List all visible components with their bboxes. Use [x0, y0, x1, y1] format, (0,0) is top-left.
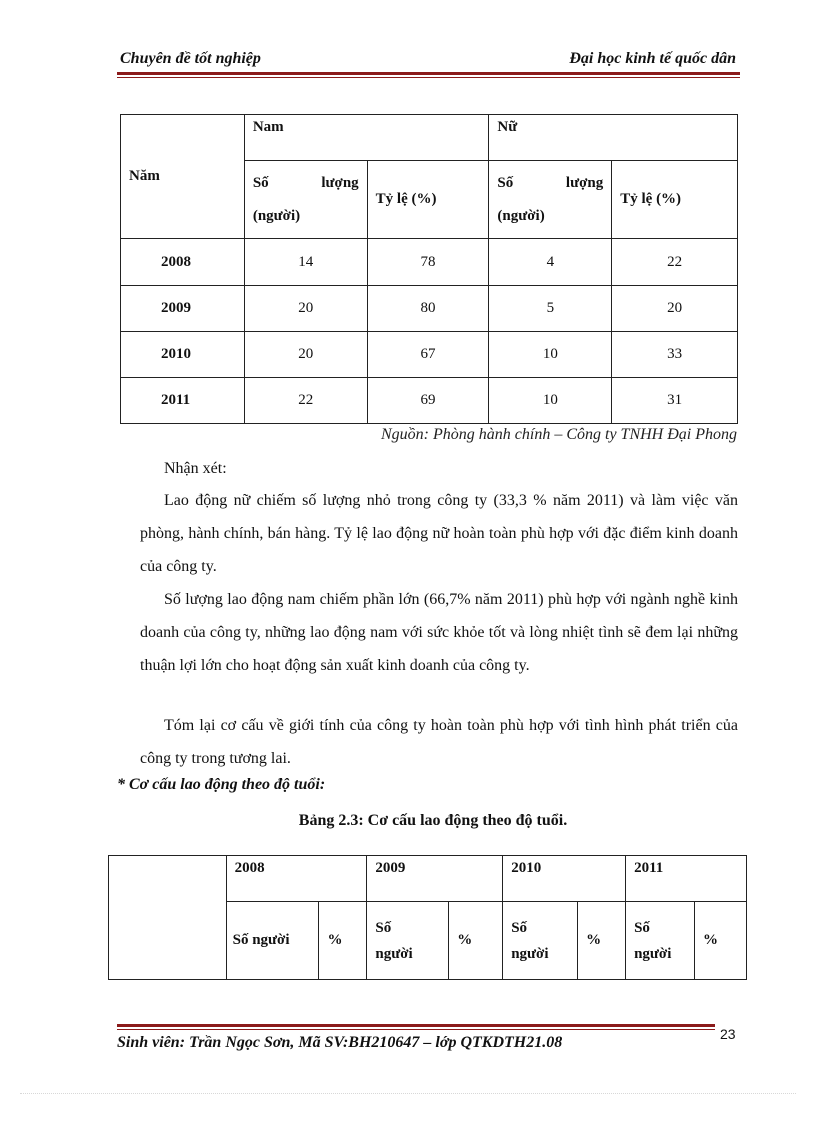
- page-number: 23: [720, 1026, 736, 1042]
- table-row: [121, 332, 738, 378]
- male-group-header: Nam: [244, 115, 489, 161]
- percent-header: %: [449, 902, 503, 980]
- header-left: Chuyên đề tốt nghiệp: [120, 50, 261, 67]
- page-edge-divider: [20, 1093, 796, 1094]
- percent-header: %: [695, 902, 747, 980]
- count-header: Số người: [226, 902, 319, 980]
- table-row: [121, 286, 738, 332]
- gender-table: [120, 114, 738, 424]
- year-header: 2010: [503, 856, 626, 902]
- female-count-cell: 10: [489, 378, 612, 424]
- paragraph-conclusion: Tóm lại cơ cấu về giới tính của công ty hoàn toàn phù hợp với tình hình phát triển của công ty trong tương lai.: [140, 717, 738, 767]
- footer-rule-thick: [117, 1024, 715, 1027]
- year-header: 2011: [626, 856, 747, 902]
- male-rate-cell: 80: [367, 286, 489, 332]
- female-rate-cell: 31: [612, 378, 738, 424]
- female-rate-cell: 20: [612, 286, 738, 332]
- female-count-cell: 10: [489, 332, 612, 378]
- female-rate-header: Tỷ lệ (%): [612, 161, 738, 239]
- table-row: [121, 378, 738, 424]
- section-heading: * Cơ cấu lao động theo độ tuổi:: [117, 776, 326, 793]
- age-label-header: [109, 856, 227, 980]
- percent-header: %: [319, 902, 367, 980]
- female-count-header: Số lượng (người): [489, 161, 612, 239]
- female-count-cell: 4: [489, 239, 612, 286]
- header-rule-thick: [117, 72, 740, 75]
- female-rate-cell: 33: [612, 332, 738, 378]
- table-row: [121, 239, 738, 286]
- male-rate-cell: 67: [367, 332, 489, 378]
- row-year: 2010: [121, 332, 245, 378]
- female-count-cell: 5: [489, 286, 612, 332]
- row-year: 2009: [121, 286, 245, 332]
- percent-header: %: [578, 902, 626, 980]
- male-count-cell: 22: [244, 378, 367, 424]
- male-rate-cell: 69: [367, 378, 489, 424]
- male-rate-cell: 78: [367, 239, 489, 286]
- female-group-header: Nữ: [489, 115, 738, 161]
- row-year: 2011: [121, 378, 245, 424]
- male-count-header: Số lượng (người): [244, 161, 367, 239]
- table-source: Nguồn: Phòng hành chính – Công ty TNHH Đại Phong: [381, 426, 737, 443]
- year-header: 2009: [367, 856, 503, 902]
- footer-text: Sinh viên: Trần Ngọc Sơn, Mã SV:BH210647 – lớp QTKDTH21.08: [117, 1034, 563, 1051]
- table-caption: Bảng 2.3: Cơ cấu lao động theo độ tuổi.: [298, 812, 568, 829]
- count-header: Số người: [367, 902, 449, 980]
- female-rate-cell: 22: [612, 239, 738, 286]
- paragraph-female: Lao động nữ chiếm số lượng nhỏ trong công ty (33,3 % năm 2011) và làm việc văn phòng, hành chính, bán hàng. Tỷ lệ lao động nữ hoàn toàn phù hợp với đặc điểm kinh doanh của công ty.: [140, 492, 738, 575]
- row-year: 2008: [121, 239, 245, 286]
- year-header: 2008: [226, 856, 367, 902]
- age-table: [108, 855, 747, 980]
- year-header: Năm: [121, 115, 245, 239]
- male-count-cell: 14: [244, 239, 367, 286]
- footer-rule-thin: [117, 1029, 715, 1030]
- header-right: Đại học kinh tế quốc dân: [569, 50, 736, 67]
- paragraph-male: Số lượng lao động nam chiếm phần lớn (66,7% năm 2011) phù hợp với ngành nghề kinh doanh của công ty, những lao động nam với sức khỏe tốt và lòng nhiệt tình sẽ đem lại những thuận lợi lớn cho hoạt động sản xuất kinh doanh của công ty.: [140, 591, 738, 674]
- male-count-cell: 20: [244, 286, 367, 332]
- male-rate-header: Tỷ lệ (%): [367, 161, 489, 239]
- paragraph-remark-label: Nhận xét:: [164, 460, 227, 477]
- male-count-cell: 20: [244, 332, 367, 378]
- count-header: Số người: [626, 902, 695, 980]
- header-rule-thin: [117, 77, 740, 78]
- count-header: Số người: [503, 902, 578, 980]
